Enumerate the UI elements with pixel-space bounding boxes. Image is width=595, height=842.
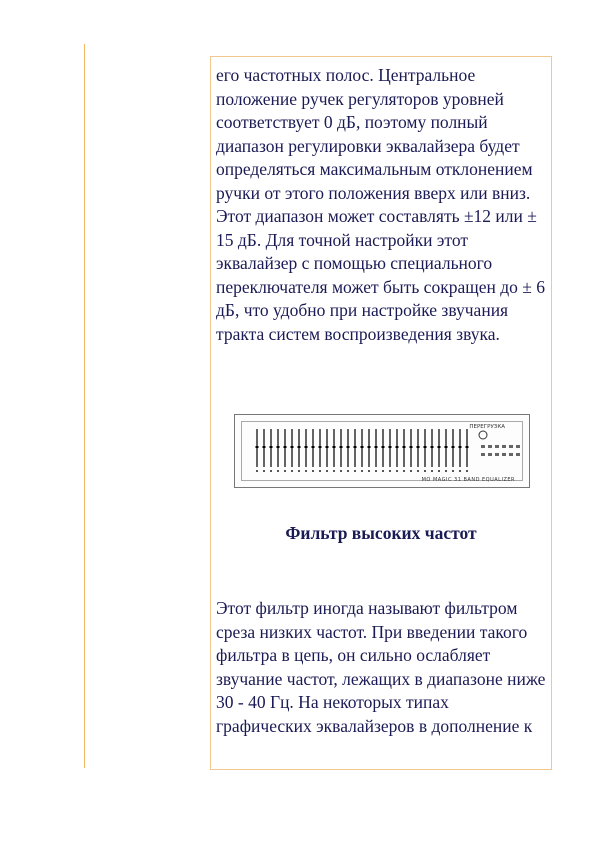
eq-slider-knob-2 [263,446,266,448]
eq-slider-knob-1 [256,446,259,448]
body-paragraph-2: Этот фильтр иногда называют фильтром среза низких частот. При введении такого фильтра в цепь, он сильно ослабляет звучание частот, лежащих в диапазоне ниже 30 - 40 Гц. На некоторых типах графических эквалайзеров в дополнение к [216,598,546,736]
eq-slider-knob-16 [361,446,364,448]
eq-freq-mark-24 [417,470,419,472]
eq-slider-knob-10 [319,446,322,448]
eq-slider-knob-27 [438,446,441,448]
eq-indicator [495,453,499,456]
margin-rule [84,44,85,768]
eq-slider-knob-13 [340,446,343,448]
eq-freq-mark-9 [312,470,314,472]
eq-freq-mark-15 [354,470,356,472]
equalizer-brand-label: ПЕРЕГРУЗКА [469,424,505,430]
eq-freq-mark-29 [452,470,454,472]
eq-slider-knob-31 [466,446,469,448]
eq-slider-knob-26 [431,446,434,448]
eq-freq-mark-3 [270,470,272,472]
eq-slider-knob-11 [326,446,329,448]
body-paragraph-1: его частотных полос. Центральное положение ручек регуляторов уровней соответствует 0 дБ, поэтому полный диапазон регулировки эквалайзера будет определяться максимальным отклонением ручки от этого положения вверх или вниз. Этот диапазон может составлять ±12 или ± 15 дБ. Для точной настройки этот эквалайзер с помощью специального переключателя может быть сокращен до ± 6 дБ, что удобно при настройке звучания тракта систем воспроизведения звука. [216,65,545,344]
eq-freq-mark-30 [459,470,461,472]
eq-slider-knob-25 [424,446,427,448]
eq-freq-mark-16 [361,470,363,472]
eq-indicator [516,453,520,456]
eq-freq-mark-19 [382,470,384,472]
equalizer-model-label: MO MAGIC 31 BAND EQUALIZER [421,477,515,483]
eq-slider-knob-19 [382,446,385,448]
eq-freq-mark-12 [333,470,335,472]
eq-freq-mark-23 [410,470,412,472]
eq-freq-mark-5 [284,470,286,472]
eq-freq-mark-10 [319,470,321,472]
eq-freq-mark-14 [347,470,349,472]
eq-slider-knob-7 [298,446,301,448]
eq-indicator [509,445,513,448]
eq-indicator [488,453,492,456]
eq-freq-mark-11 [326,470,328,472]
eq-slider-knob-20 [389,446,392,448]
eq-freq-mark-8 [305,470,307,472]
section-heading: Фильтр высоких частот [285,523,477,543]
eq-slider-knob-15 [354,446,357,448]
eq-indicator [481,453,485,456]
eq-freq-mark-22 [403,470,405,472]
eq-indicator [502,445,506,448]
eq-indicator [509,453,513,456]
eq-indicator [502,453,506,456]
eq-slider-knob-3 [270,446,273,448]
eq-slider-knob-6 [291,446,294,448]
eq-slider-knob-4 [277,446,280,448]
eq-freq-mark-31 [466,470,468,472]
eq-slider-knob-8 [305,446,308,448]
eq-freq-mark-13 [340,470,342,472]
eq-control-knob [479,431,487,439]
eq-indicator [481,445,485,448]
eq-freq-mark-21 [396,470,398,472]
eq-slider-knob-23 [410,446,413,448]
eq-slider-knob-17 [368,446,371,448]
eq-freq-mark-1 [256,470,258,472]
eq-slider-knob-14 [347,446,350,448]
eq-slider-knob-29 [452,446,455,448]
eq-slider-knob-5 [284,446,287,448]
eq-freq-mark-25 [424,470,426,472]
eq-freq-mark-27 [438,470,440,472]
eq-slider-knob-9 [312,446,315,448]
equalizer-figure [234,414,530,488]
eq-freq-mark-18 [375,470,377,472]
eq-freq-mark-28 [445,470,447,472]
eq-slider-knob-28 [445,446,448,448]
eq-freq-mark-17 [368,470,370,472]
eq-indicator [516,445,520,448]
eq-slider-knob-18 [375,446,378,448]
eq-slider-knob-24 [417,446,420,448]
eq-freq-mark-2 [263,470,265,472]
eq-freq-mark-6 [291,470,293,472]
eq-freq-mark-26 [431,470,433,472]
eq-slider-knob-30 [459,446,462,448]
eq-slider-knob-21 [396,446,399,448]
eq-slider-knob-22 [403,446,406,448]
eq-indicator [488,445,492,448]
eq-freq-mark-20 [389,470,391,472]
eq-freq-mark-4 [277,470,279,472]
eq-indicator [495,445,499,448]
eq-freq-mark-7 [298,470,300,472]
eq-slider-knob-12 [333,446,336,448]
